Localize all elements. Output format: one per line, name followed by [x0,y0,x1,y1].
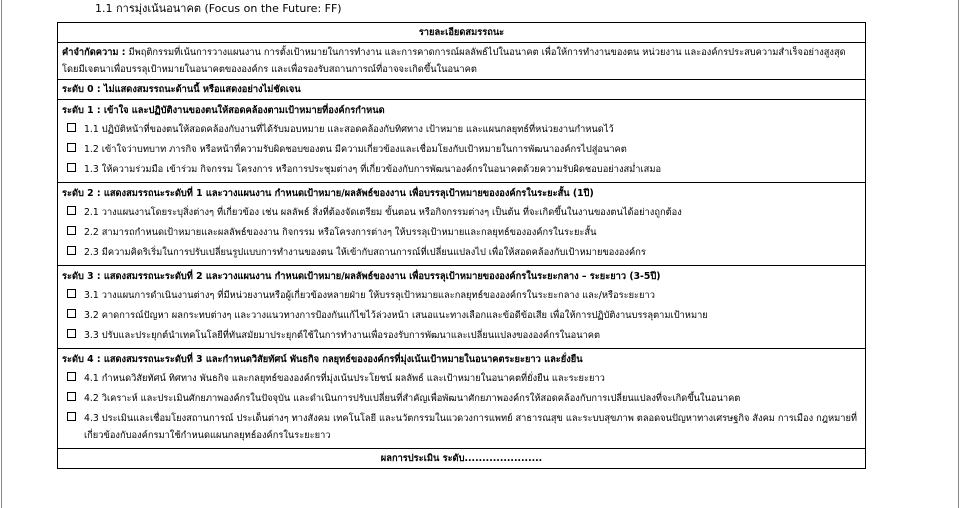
level3-title: ระดับ 3 : แสดงสมรรถนะระดับที่ 2 และวางแผนงาน กำหนดเป้าหมาย/ผลลัพธ์ของงาน เพื่อบรรลุเป้าหมายขององค์กรในระยะกลาง – ระยะยาว (3-5ปี) [62,271,661,282]
level4-cell [58,349,866,449]
level1-row [58,100,866,183]
checkbox[interactable] [67,206,76,215]
list-item [62,161,861,178]
list-item [62,287,861,304]
level3-row [58,266,866,349]
checkbox[interactable] [67,309,76,318]
page-border-right [958,0,959,508]
criterion-text: 4.1 กำหนดวิสัยทัศน์ ทิศทาง พันธกิจ และกลยุทธ์ขององค์กรที่มุ่งเน้นประโยชน์ ผลลัพธ์ และเป้าหมายในอนาคตที่ยั่งยืน และระยะยาว [84,373,605,384]
criterion-text: 2.1 วางแผนงานโดยระบุสิ่งต่างๆ ที่เกี่ยวข้อง เช่น ผลลัพธ์ สิ่งที่ต้องจัดเตรียม ขั้นตอน หรือกิจกรรมต่างๆ เป็นต้น ที่จะเกิดขึ้นในงานของตนได้อย่างถูกต้อง [84,207,682,218]
level1-cell [58,100,866,183]
definition-label: คำจำกัดความ : [62,47,126,58]
checkbox[interactable] [67,143,76,152]
level3-cell [58,266,866,349]
list-item [62,307,861,324]
criterion-text: 2.3 มีความคิดริเริ่มในการปรับเปลี่ยนรูปแบบการทำงานของตน ให้เข้ากับสถานการณ์ที่เปลี่ยนแปลงไป เพื่อให้สอดคล้องกับเป้าหมายขององค์กร [84,247,646,258]
list-item [62,390,861,407]
definition-cell [58,43,866,80]
list-item [62,410,861,444]
checkbox[interactable] [67,123,76,132]
definition-row [58,43,866,80]
list-item [62,327,861,344]
table-header-row [58,23,866,43]
list-item [62,141,861,158]
criterion-text: 2.2 สามารถกำหนดเป้าหมายและผลลัพธ์ของงาน กิจกรรม หรือโครงการต่างๆ ให้บรรลุเป้าหมายและกลยุทธ์ขององค์กรในระยะสั้น [84,227,597,238]
criterion-text: 3.3 ปรับและประยุกต์นำเทคโนโลยีที่ทันสมัยมาประยุกต์ใช้ในการทำงานเพื่อรองรับการพัฒนาและเปลี่ยนแปลงขององค์กรในอนาคต [84,330,601,341]
level2-cell [58,183,866,266]
table-header: รายละเอียดสมรรถนะ [58,23,866,43]
level4-row [58,349,866,449]
list-item [62,244,861,261]
criterion-text: 3.1 วางแผนการดำเนินงานต่างๆ ที่มีหน่วยงานหรือผู้เกี่ยวข้องหลายฝ่าย ให้บรรลุเป้าหมายและกลยุทธ์ขององค์กรในระยะกลาง และ/หรือระยะยาว [84,290,655,301]
section-heading: 1.1 การมุ่งเน้นอนาคต (Focus on the Future: FF) [95,2,342,15]
definition-text: มีพฤติกรรมที่เน้นการวางแผนงาน การตั้งเป้าหมายในการทำงาน และการคาดการณ์ผลลัพธ์ไปในอนาคต เพื่อให้การทำงานของตน หน่วยงาน และองค์กรประสบความสำเร็จอย่างสูงสุด โดยมีเจตนาเพื่อบรรลุเป้าหมายในอนาคตขององค์กร และเพื่อรองรับสถานการณ์ที่อาจจะเกิดขึ้นในอนาคต [62,47,846,75]
page-border-left [1,0,2,508]
checkbox[interactable] [67,226,76,235]
list-item [62,370,861,387]
level1-title: ระดับ 1 : เข้าใจ และปฏิบัติงานของตนให้สอดคล้องตามเป้าหมายที่องค์กรกำหนด [62,105,385,116]
criterion-text: 4.2 วิเคราะห์ และประเมินศักยภาพองค์กรในปัจจุบัน และดำเนินการปรับเปลี่ยนที่สำคัญเพื่อพัฒนาศักยภาพองค์กรให้สอดคล้องกับการเปลี่ยนแปลงที่จะเกิดขึ้นในอนาคต [84,393,741,404]
criterion-text: 1.2 เข้าใจว่าบทบาท ภารกิจ หรือหน้าที่ความรับผิดชอบของตน มีความเกี่ยวข้องและเชื่อมโยงกับเป้าหมายในการพัฒนาองค์กรไปสู่อนาคต [84,144,627,155]
level0-cell: ระดับ 0 : ไม่แสดงสมรรถนะด้านนี้ หรือแสดงอย่างไม่ชัดเจน [58,80,866,100]
list-item [62,224,861,241]
list-item [62,121,861,138]
checkbox[interactable] [67,392,76,401]
criterion-text: 1.1 ปฏิบัติหน้าที่ของตนให้สอดคล้องกับงานที่ได้รับมอบหมาย และสอดคล้องกับทิศทาง เป้าหมาย และแผนกลยุทธ์ที่หน่วยงานกำหนดไว้ [84,124,614,135]
result-row [58,449,866,469]
checkbox[interactable] [67,246,76,255]
assessment-result: ผลการประเมิน ระดับ...................... [58,449,866,469]
criterion-text: 1.3 ให้ความร่วมมือ เข้าร่วม กิจกรรม โครงการ หรือการประชุมต่างๆ ที่เกี่ยวข้องกับการพัฒนาองค์กรในอนาคตด้วยความรับผิดชอบอย่างสม่ำเสมอ [84,164,662,175]
criterion-text: 3.2 คาดการณ์ปัญหา ผลกระทบต่างๆ และวางแนวทางการป้องกันแก้ไขไว้ล่วงหน้า เสนอแนะทางเลือกและข้อดีข้อเสีย เพื่อให้การปฏิบัติงานบรรลุตามเป้าหมาย [84,310,708,321]
checkbox[interactable] [67,329,76,338]
level2-title: ระดับ 2 : แสดงสมรรถนะระดับที่ 1 และวางแผนงาน กำหนดเป้าหมาย/ผลลัพธ์ของงาน เพื่อบรรลุเป้าหมายขององค์กรในระยะสั้น (1ปี) [62,188,594,199]
level0-row [58,80,866,100]
checkbox[interactable] [67,163,76,172]
criterion-text: 4.3 ประเมินและเชื่อมโยงสถานการณ์ ประเด็นต่างๆ ทางสังคม เทคโนโลยี และนวัตกรรมในแวดวงการแพทย์ สาธารณสุข และระบบสุขภาพ ตลอดจนปัญหาทางเศรษฐกิจ สังคม การเมือง กฎหมายที่เกี่ยวข้องกับองค์กรมาใช้กำหนดแผนกลยุทธ์องค์กรในระยะยาว [84,413,858,441]
checkbox[interactable] [67,372,76,381]
list-item [62,204,861,221]
level2-row [58,183,866,266]
checkbox[interactable] [67,289,76,298]
level4-title: ระดับ 4 : แสดงสมรรถนะระดับที่ 3 และกำหนดวิสัยทัศน์ พันธกิจ กลยุทธ์ขององค์กรที่มุ่งเน้นเป้าหมายในอนาคตระยะยาว และยั่งยืน [62,354,583,365]
competency-table [57,22,866,469]
checkbox[interactable] [67,412,76,421]
